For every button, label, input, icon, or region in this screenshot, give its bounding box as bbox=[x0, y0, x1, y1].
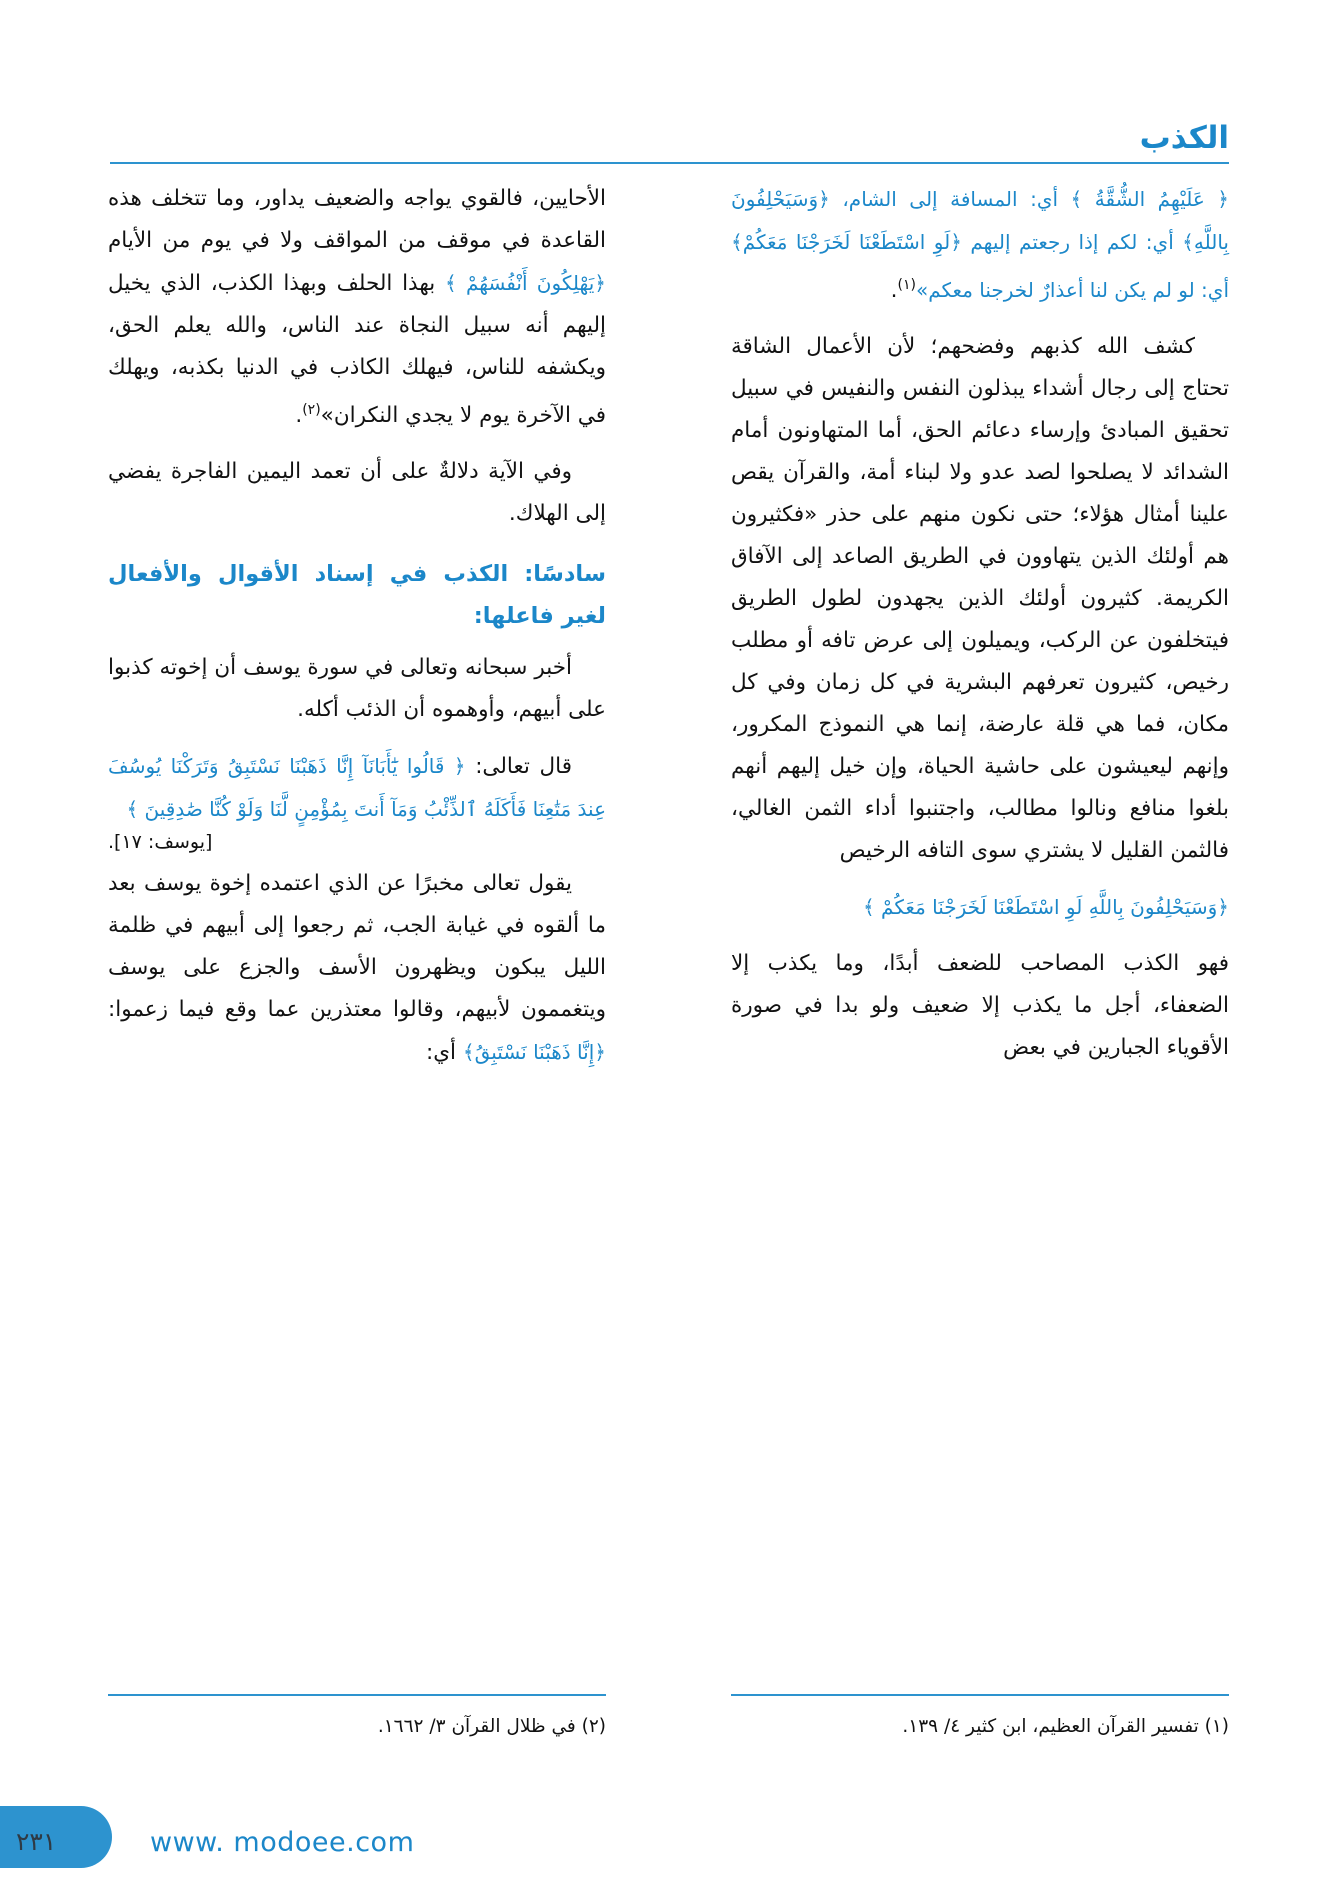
text-columns bbox=[108, 178, 1229, 1668]
ayah-reference: [يوسف: ١٧]. bbox=[108, 831, 213, 854]
quran-inline: ﴿ قَالُوا يَٰٓأَبَانَآ إِنَّا ذَهَبْنَا نَسْتَبِقُ وَتَرَكْنَا يُوسُفَ عِندَ مَتَٰعِنَا فَأَكَلَهُ ٱلذِّئْبُ وَمَآ أَنتَ بِمُؤْمِنٍ لَّنَا وَلَوْ كُنَّا صَٰدِقِينَ ﴾ bbox=[108, 754, 606, 822]
page-number: ٢٣١ bbox=[16, 1827, 57, 1856]
footnote-left: (٢) في ظلال القرآن ٣/ ١٦٦٢. bbox=[377, 1716, 606, 1737]
paragraph: فهو الكذب المصاحب للضعف أبدًا، وما يكذب إلا الضعفاء، أجل ما يكذب إلا ضعيف ولو بدا في صورة الأقوياء الجبارين في بعض bbox=[731, 951, 1229, 1061]
section-heading: سادسًا: الكذب في إسناد الأقوال والأفعال لغير فاعلها: bbox=[108, 561, 606, 630]
paragraph: ﴿ عَلَيْهِمُ الشُّقَّةُ ﴾ أي: المسافة إلى الشام، ﴿وَسَيَحْلِفُونَ بِاللَّهِ﴾ أي: لكم إذا رجعتم إليهم ﴿لَوِ اسْتَطَعْنَا لَخَرَجْنَا مَعَكُمْ﴾ أي: لو لم يكن لنا أعذارٌ لخرجنا معكم»$^{(١)}$. bbox=[731, 187, 1229, 304]
paragraph-text: بهذا الحلف وبهذا الكذب، الذي يخيل إليهم أنه سبيل النجاة عند الناس، والله يعلم الحق، ويكشفه للناس، فيهلك الكاذب في الدنيا بكذبه، ويهلك في الآخرة يوم لا يجدي النكران» bbox=[108, 271, 606, 429]
paragraph-text: الأحايين، فالقوي يواجه والضعيف يداور، وما تتخلف هذه القاعدة في موقف من المواقف ولا في يوم من الأيام bbox=[108, 186, 606, 253]
footnote-marker: (١) bbox=[897, 277, 916, 293]
column-right bbox=[731, 178, 1229, 1668]
footnotes-area bbox=[108, 1694, 1229, 1764]
site-url[interactable]: www. modoee.com bbox=[150, 1827, 415, 1858]
footnote-divider-left bbox=[108, 1694, 606, 1696]
footnote-right: (١) تفسير القرآن العظيم، ابن كثير ٤/ ١٣٩. bbox=[902, 1716, 1229, 1737]
paragraph-text: أي: bbox=[425, 1040, 456, 1066]
page-header bbox=[110, 118, 1229, 164]
page-title: الكذب bbox=[1139, 120, 1229, 156]
paragraph: أخبر سبحانه وتعالى في سورة يوسف أن إخوته كذبوا على أبيهم، وأوهموه أن الذئب أكله. bbox=[108, 655, 606, 723]
paragraph: وفي الآية دلالةٌ على أن تعمد اليمين الفاجرة يفضي إلى الهلاك. bbox=[108, 459, 606, 527]
page-footer bbox=[0, 1768, 1339, 1890]
quran-inline: ﴿وَسَيَحْلِفُونَ بِاللَّهِ لَوِ اسْتَطَعْنَا لَخَرَجْنَا مَعَكُمْ ﴾ bbox=[862, 895, 1229, 920]
footnote-divider-right bbox=[731, 1694, 1229, 1696]
footnote-marker: (٢) bbox=[302, 402, 321, 418]
header-divider bbox=[110, 162, 1229, 164]
quran-inline: ﴿إِنَّا ذَهَبْنَا نَسْتَبِقُ﴾ bbox=[462, 1040, 606, 1065]
paragraph-text: قال تعالى: bbox=[475, 754, 572, 780]
paragraph: كشف الله كذبهم وفضحهم؛ لأن الأعمال الشاقة تحتاج إلى رجال أشداء يبذلون النفس والنفيس في سبيل تحقيق المبادئ وإرساء دعائم الحق، أما المتهاونون أمام الشدائد لا يصلحوا لصد عدو ولا لبناء أمة، والقرآن يقص علينا أمثال هؤلاء؛ حتى نكون منهم على حذر «فكثيرون هم أولئك الذين يتهاوون في الطريق الصاعد إلى الآفاق الكريمة. كثيرون أولئك الذين يجهدون لطول الطريق فيتخلفون عن الركب، ويميلون إلى عرض تافه أو مطلب رخيص، كثيرون تعرفهم البشرية في كل زمان وفي كل مكان، فما هي قلة عارضة، إنما هي النموذج المكرور، وإنهم ليعيشون على حاشية الحياة، وإن خيل إليهم أنهم بلغوا منافع ونالوا مطالب، واجتنبوا أداء الثمن الغالي، فالثمن القليل لا يشتري سوى التافه الرخيص bbox=[731, 334, 1229, 864]
paragraph bbox=[108, 745, 606, 831]
quran-inline: ﴿يَهْلِكُونَ أَنْفُسَهُمْ ﴾ bbox=[444, 271, 606, 295]
paragraph-text: يقول تعالى مخبرًا عن الذي اعتمده إخوة يوسف بعد ما ألقوه في غيابة الجب، ثم رجعوا إلى أبيهم في ظلمة الليل يبكون ويظهرون الأسف والجزع على يوسف ويتغممون لأبيهم، وقالوا معتذرين عما وقع فيما زعموا: bbox=[108, 871, 606, 1023]
paragraph: الأحايين، فالقوي يواجه والضعيف يداور، وما تتخلف هذه القاعدة في موقف من المواقف ولا في يوم من الأيام ﴿يَهْلِكُونَ أَنْفُسَهُمْ ﴾ بهذا الحلف وبهذا الكذب، الذي يخيل إليهم أنه سبيل النجاة عند الناس، والله يعلم الحق، ويكشفه للناس، فيهلك الكاذب في الدنيا بكذبه، ويهلك في الآخرة يوم لا يجدي النكران»$^{(٢)}$. bbox=[108, 186, 606, 429]
column-left bbox=[108, 178, 606, 1668]
quran-verse bbox=[731, 886, 1229, 929]
quran-inline: ﴿ عَلَيْهِمُ الشُّقَّةُ ﴾ أي: المسافة إلى الشام، ﴿وَسَيَحْلِفُونَ بِاللَّهِ﴾ أي: لكم إذا رجعتم إليهم ﴿لَوِ اسْتَطَعْنَا لَخَرَجْنَا مَعَكُمْ﴾ أي: لو لم يكن لنا أعذارٌ لخرجنا معكم» bbox=[731, 187, 1229, 303]
paragraph bbox=[108, 863, 606, 1074]
